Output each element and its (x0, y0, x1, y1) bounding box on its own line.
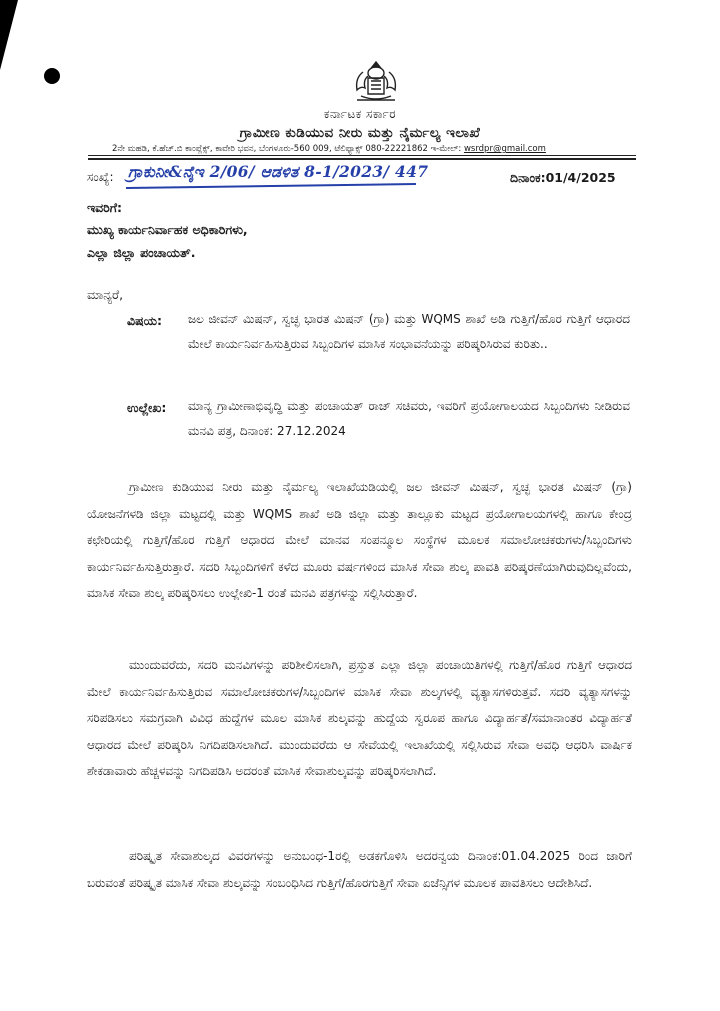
body-paragraph-3: ಪರಿಷ್ಕೃತ ಸೇವಾಶುಲ್ಕದ ವಿವರಗಳನ್ನು ಅನುಬಂಧ-1ರಲ್ಲಿ ಅಡಕಗೊಳಿಸಿ ಅದರನ್ವಯ ದಿನಾಂಕ:01.04.2025 ರಿಂದ ಜಾರಿಗೆ ಬರುವಂತೆ ಪರಿಷ್ಕೃತ ಮಾಸಿಕ ಸೇವಾ ಶುಲ್ಕವನ್ನು ಸಂಬಂಧಿಸಿದ ಗುತ್ತಿಗೆ/ಹೊರಗುತ್ತಿಗೆ ಸೇವಾ ಏಜೆನ್ಸಿಗಳ ಮೂಲಕ ಪಾವತಿಸಲು ಆದೇಶಿಸಿದೆ. (87, 849, 632, 890)
recipient-line-2: ಎಲ್ಲಾ ಜಿಲ್ಲಾ ಪಂಚಾಯತ್. (87, 245, 196, 260)
letter-date: ದಿನಾಂಕ:01/4/2025 (510, 170, 616, 185)
body-paragraph-1: ಗ್ರಾಮೀಣ ಕುಡಿಯುವ ನೀರು ಮತ್ತು ನೈರ್ಮಲ್ಯ ಇಲಾಖೆಯಡಿಯಲ್ಲಿ ಜಲ ಜೀವನ್ ಮಿಷನ್, ಸ್ವಚ್ಛ ಭಾರತ ಮಿಷನ್ (ಗ್ರಾ) ಯೋಜನೆಗಳಡಿ ಜಿಲ್ಲಾ ಮಟ್ಟದಲ್ಲಿ ಮತ್ತು WQMS ಶಾಖೆ ಅಡಿ ಜಿಲ್ಲಾ ಮತ್ತು ತಾಲ್ಲೂಕು ಮಟ್ಟದ ಪ್ರಯೋಗಾಲಯಗಳಲ್ಲಿ ಹಾಗೂ ಕೇಂದ್ರ ಕಛೇರಿಯಲ್ಲಿ ಗುತ್ತಿಗೆ/ಹೊರ ಗುತ್ತಿಗೆ ಆಧಾರದ ಮೇಲೆ ಮಾನವ ಸಂಪನ್ಮೂಲ ಸಂಸ್ಥೆಗಳ ಮೂಲಕ ಸಮಾಲೋಚಕರುಗಳು/ಸಿಬ್ಬಂದಿಗಳು ಕಾರ್ಯನಿರ್ವಹಿಸುತ್ತಿರುತ್ತಾರೆ. ಸದರಿ ಸಿಬ್ಬಂದಿಗಳಿಗೆ ಕಳೆದ ಮೂರು ವರ್ಷಗಳಿಂದ ಮಾಸಿಕ ಸೇವಾ ಶುಲ್ಕ ಪಾವತಿ ಪರಿಷ್ಕರಣೆಯಾಗಿರುವುದಿಲ್ಲವೆಂದು, ಮಾಸಿಕ ಸೇವಾ ಶುಲ್ಕ ಪರಿಷ್ಕರಿಸಲು ಉಲ್ಲೇಖಿ-1 ರಂತೆ ಮನವಿ ಪತ್ರಗಳನ್ನು ಸಲ್ಲಿಸಿರುತ್ತಾರೆ. (87, 480, 632, 600)
handwritten-reference-number: ಗ್ರಾಕುನೀ&ನೈಇ 2/06/ ಆಡಳಿತ 8-1/2023/ 447 (128, 162, 429, 181)
recipient-line-1: ಮುಖ್ಯ ಕಾರ್ಯನಿರ್ವಾಹಕ ಅಧಿಕಾರಿಗಳು, (87, 222, 248, 237)
reference-label: ಸಂಖ್ಯೆ: (87, 170, 114, 184)
body-paragraph-2: ಮುಂದುವರೆದು, ಸದರಿ ಮನವಿಗಳನ್ನು ಪರಿಶೀಲಿಸಲಾಗಿ, ಪ್ರಸ್ತುತ ಎಲ್ಲಾ ಜಿಲ್ಲಾ ಪಂಚಾಯಿತಿಗಳಲ್ಲಿ ಗುತ್ತಿಗೆ/ಹೊರ ಗುತ್ತಿಗೆ ಆಧಾರದ ಮೇಲೆ ಕಾರ್ಯನಿರ್ವಹಿಸುತ್ತಿರುವ ಸಮಾಲೋಚಕರುಗಳ/ಸಿಬ್ಬಂದಿಗಳ ಮಾಸಿಕ ಸೇವಾ ಶುಲ್ಕಗಳಲ್ಲಿ ವ್ಯತ್ಯಾಸಗಳಿರುತ್ತವೆ. ಸದರಿ ವ್ಯತ್ಯಾಸಗಳನ್ನು ಸರಿಪಡಿಸಲು ಸಮಗ್ರವಾಗಿ ವಿವಿಧ ಹುದ್ದೆಗಳ ಮೂಲ ಮಾಸಿಕ ಶುಲ್ಕವನ್ನು ಹುದ್ದೆಯ ಸ್ವರೂಪ ಹಾಗೂ ವಿದ್ಯಾರ್ಹತೆ/ಸಮಾನಾಂತರ ವಿದ್ಯಾರ್ಹತೆ ಆಧಾರದ ಮೇಲೆ ಪರಿಷ್ಕರಿಸಿ ನಿಗದಿಪಡಿಸಲಾಗಿದೆ. ಮುಂದುವರೆದು ಆ ಸೇವೆಯಲ್ಲಿ ಇಲಾಖೆಯಲ್ಲಿ ಸಲ್ಲಿಸಿರುವ ಸೇವಾ ಅವಧಿ ಆಧರಿಸಿ ವಾರ್ಷಿಕ ಶೇಕಡಾವಾರು ಹೆಚ್ಚಳವನ್ನು ನಿಗದಿಪಡಿಸಿ ಅದರಂತೆ ಮಾಸಿಕ ಸೇವಾಶುಲ್ಕವನ್ನು ಪರಿಷ್ಕರಿಸಲಾಗಿದೆ. (87, 658, 632, 778)
header-divider (88, 155, 636, 156)
department-name: ಗ್ರಾಮೀಣ ಕುಡಿಯುವ ನೀರು ಮತ್ತು ನೈರ್ಮಲ್ಯ ಇಲಾಖೆ (239, 125, 481, 141)
reference-note-text: ಮಾನ್ಯ ಗ್ರಾಮೀಣಾಭಿವೃದ್ಧಿ ಮತ್ತು ಪಂಚಾಯತ್ ರಾಜ್ ಸಚಿವರು, ಇವರಿಗೆ ಪ್ರಯೋಗಾಲಯದ ಸಿಬ್ಬಂದಿಗಳು ನೀಡಿರುವ ಮನವಿ ಪತ್ರ, ದಿನಾಂಕ: 27.12.2024 (188, 399, 630, 438)
subject-text: ಜಲ ಜೀವನ್ ಮಿಷನ್, ಸ್ವಚ್ಛ ಭಾರತ ಮಿಷನ್ (ಗ್ರಾ) ಮತ್ತು WQMS ಶಾಖೆ ಅಡಿ ಗುತ್ತಿಗೆ/ಹೊರ ಗುತ್ತಿಗೆ ಆಧಾರದ ಮೇಲೆ ಕಾರ್ಯನಿರ್ವಹಿಸುತ್ತಿರುವ ಸಿಬ್ಬಂದಿಗಳ ಮಾಸಿಕ ಸಂಭಾವನೆಯನ್ನು ಪರಿಷ್ಕರಿಸಿರುವ ಕುರಿತು.. (188, 312, 630, 351)
recipient-to: ಇವರಿಗೆ: (87, 200, 123, 215)
scan-corner-mark (0, 0, 18, 70)
subject-label: ವಿಷಯ: (127, 313, 162, 328)
salutation: ಮಾನ್ಯರೆ, (87, 287, 124, 302)
state-emblem-icon (345, 58, 407, 106)
header-divider-thick (88, 158, 636, 160)
email-link[interactable]: wsrdpr@gmail.com (463, 144, 546, 154)
reference-underline (126, 183, 416, 189)
office-address (112, 144, 632, 154)
reference-note-label: ಉಲ್ಲೇಖ: (127, 400, 167, 415)
punch-hole (44, 68, 60, 84)
address-text: 2ನೇ ಮಹಡಿ, ಕೆ.ಹೆಚ್.ಬಿ ಕಾಂಪ್ಲೆಕ್ಸ್, ಕಾವೇರಿ ಭವನ, ಬೆಂಗಳೂರು-560 009, ಟೆಲಿಫ್ಯಾಕ್ಸ್ 080-22221862 ಇ-ಮೇಲ್: (112, 144, 464, 154)
government-name: ಕರ್ನಾಟಕ ಸರ್ಕಾರ (323, 107, 397, 121)
